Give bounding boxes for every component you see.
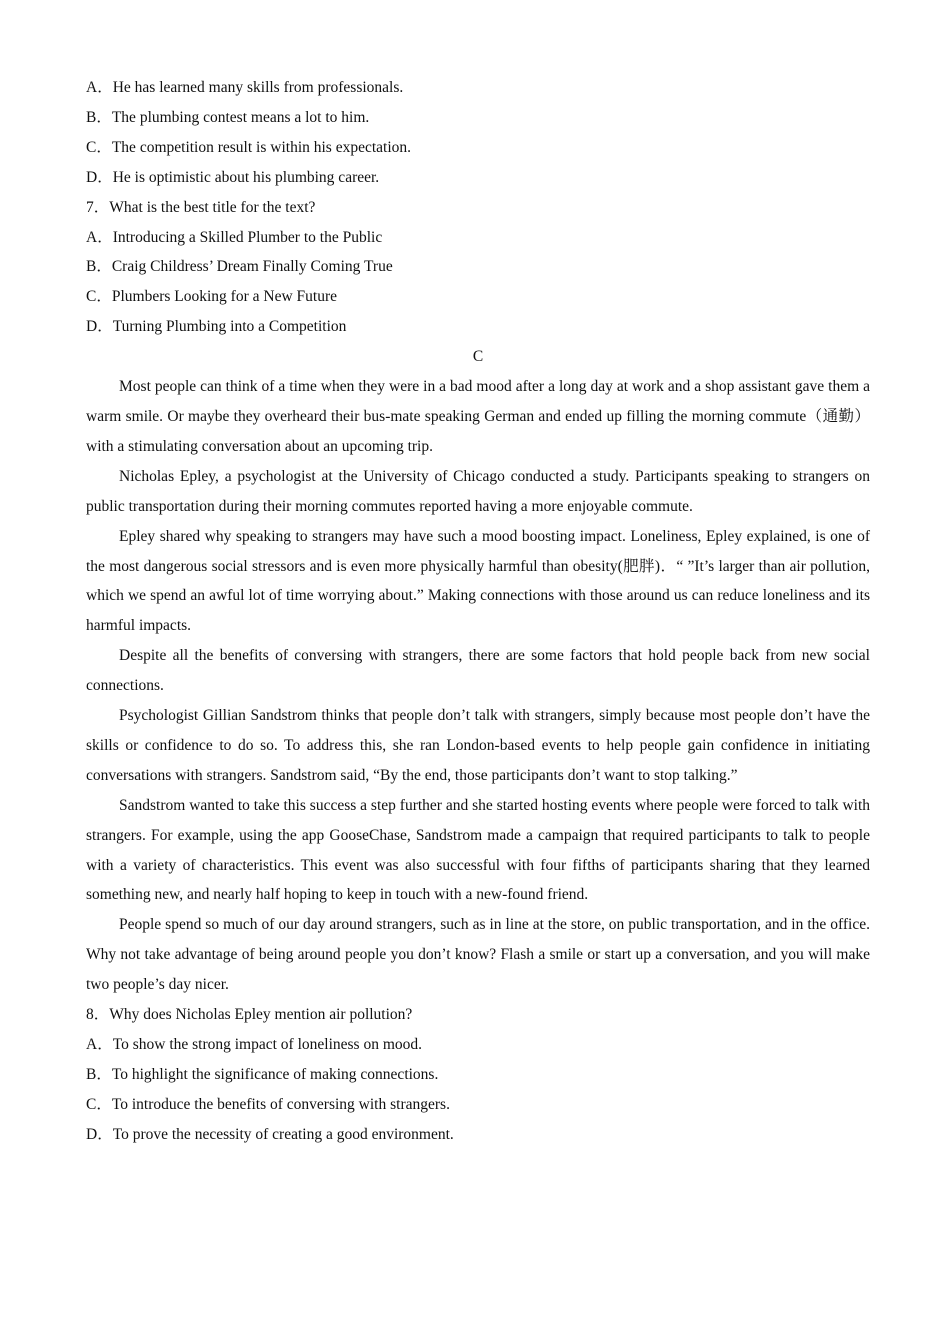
q7-option-d: D．Turning Plumbing into a Competition: [86, 318, 347, 336]
document-page: [86, 73, 870, 1150]
q6-option-d: D．He is optimistic about his plumbing career.: [86, 168, 380, 186]
q8-stem: 8．Why does Nicholas Epley mention air pollution?: [86, 1006, 413, 1024]
passage-paragraph: Despite all the benefits of conversing with strangers, there are some factors that hold people back from new social connections.: [86, 647, 870, 695]
q7-stem: 7．What is the best title for the text?: [86, 198, 316, 216]
q8-option-b: B．To highlight the significance of making connections.: [86, 1065, 439, 1083]
q7-option-b: B．Craig Childress’ Dream Finally Coming True: [86, 258, 393, 276]
passage-label: C: [472, 348, 484, 366]
q7-option-a: A．Introducing a Skilled Plumber to the Public: [86, 228, 383, 246]
q7-option-c: C．Plumbers Looking for a New Future: [86, 288, 337, 306]
q6-option-c: C．The competition result is within his expectation.: [86, 138, 412, 156]
q8-block: [86, 1000, 870, 1150]
passage-paragraph: Most people can think of a time when they were in a bad mood after a long day at work and a shop assistant gave them a warm smile. Or maybe they overheard their bus-mate speaking German and ended up filling the morning commute（通勤）with a stimulating conversation about an upcoming trip.: [86, 378, 870, 455]
passage-paragraph: Nicholas Epley, a psychologist at the University of Chicago conducted a study. Participants speaking to strangers on public transportation during their morning commutes reported having a more enjoyable commute.: [86, 467, 870, 515]
passage-paragraph: Psychologist Gillian Sandstrom thinks that people don’t talk with strangers, simply because most people don’t have the skills or confidence to do so. To address this, she ran London-based events to help people gain confidence in initiating conversations with strangers. Sandstrom said, “By the end, those participants don’t want to stop talking.”: [86, 707, 870, 784]
passage-paragraph: Sandstrom wanted to take this success a step further and she started hosting events where people were forced to talk with strangers. For example, using the app GooseChase, Sandstrom made a campaign that required participants to talk to people with a variety of characteristics. This event was also successful with four fifths of participants sharing that they learned something new, and nearly half hoping to keep in touch with a new-found friend.: [86, 796, 870, 904]
q6-options: [86, 73, 870, 193]
passage-paragraph: People spend so much of our day around strangers, such as in line at the store, on public transportation, and in the office. Why not take advantage of being around people you don’t know? Flash a smile or start up a conversation, and you will make two people’s day nicer.: [86, 916, 870, 994]
passage-c: [86, 342, 870, 1000]
q8-option-d: D．To prove the necessity of creating a good environment.: [86, 1125, 454, 1143]
q6-option-a: A．He has learned many skills from professionals.: [86, 79, 404, 96]
passage-paragraph: Epley shared why speaking to strangers may have such a mood boosting impact. Loneliness, Epley explained, is one of the most dangerous social stressors and is even more physically harmful than obesity(肥胖)．“ ”It’s larger than air pollution, which we spend an awful lot of time worrying about.” Making connections with those around us can reduce loneliness and its harmful impacts.: [86, 527, 870, 635]
q8-option-c: C．To introduce the benefits of conversing with strangers.: [86, 1095, 450, 1113]
q6-option-b: B．The plumbing contest means a lot to him.: [86, 108, 370, 126]
q8-option-a: A．To show the strong impact of loneliness on mood.: [86, 1036, 423, 1053]
q7-block: [86, 193, 870, 343]
